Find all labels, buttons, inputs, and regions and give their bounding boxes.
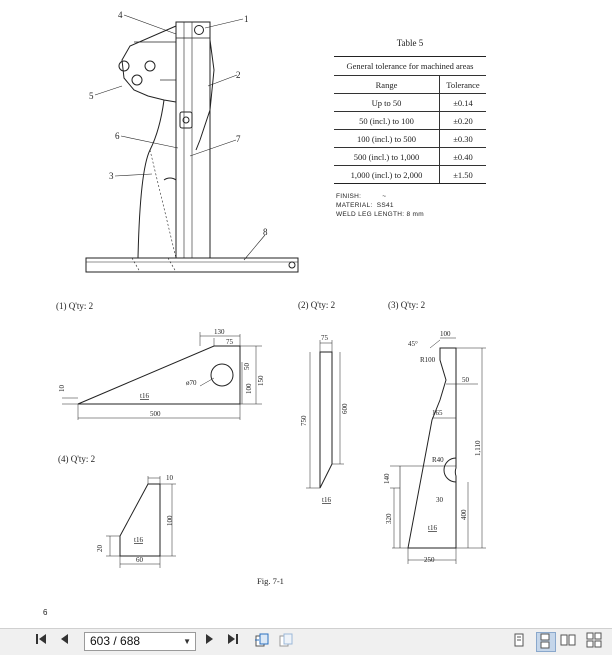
part-1-label: (1) Q'ty: 2 (56, 301, 94, 311)
table-row (334, 148, 486, 166)
callout-8: 8 (263, 227, 268, 237)
callout-4: 4 (118, 10, 123, 20)
table-row (334, 130, 486, 148)
part-2-drawing (306, 340, 344, 488)
next-page-icon (202, 632, 216, 646)
dim-label: 10 (166, 474, 173, 482)
dim-label: 1,110 (474, 440, 482, 456)
single-page-icon (512, 632, 526, 648)
part-3-label: (3) Q'ty: 2 (388, 300, 426, 310)
previous-page-icon (58, 632, 72, 646)
weld-label: WELD LEG LENGTH: (336, 211, 405, 218)
insert-pages-button[interactable] (278, 632, 298, 652)
first-page-icon (34, 632, 48, 646)
column-header-tolerance: Tolerance (440, 76, 487, 94)
two-page-continuous-icon (586, 632, 602, 648)
cell-range: 50 (incl.) to 100 (334, 112, 440, 130)
cell-tolerance: ±0.20 (440, 112, 487, 130)
dim-label: 600 (341, 403, 349, 414)
tolerance-table (334, 56, 486, 184)
callout-5: 5 (89, 91, 94, 101)
callout-3: 3 (109, 171, 114, 181)
next-page-button[interactable] (202, 632, 222, 652)
dim-label: 10 (58, 385, 66, 392)
dim-label: t16 (428, 524, 437, 532)
table-title: Table 5 (396, 38, 424, 48)
page-extract-icon (254, 632, 270, 648)
dim-label: 100 (166, 515, 174, 526)
part-4-label: (4) Q'ty: 2 (58, 454, 96, 464)
dim-label: 250 (424, 556, 435, 564)
drawing-notes (336, 192, 424, 219)
dim-label: R100 (420, 356, 436, 364)
table-row (334, 94, 486, 112)
viewer-toolbar (0, 628, 612, 655)
single-page-view-button[interactable] (512, 632, 532, 652)
continuous-page-icon (537, 633, 553, 649)
page-insert-icon (278, 632, 294, 648)
weld-value: 8 mm (406, 211, 424, 218)
dim-label: 130 (214, 328, 225, 336)
figure-caption: Fig. 7-1 (257, 576, 284, 586)
table-row (334, 166, 486, 184)
dim-label: 500 (150, 410, 161, 418)
continuous-view-button[interactable] (536, 632, 556, 652)
dim-label: 750 (300, 415, 308, 426)
part-2-label: (2) Q'ty: 2 (298, 300, 336, 310)
previous-page-button[interactable] (58, 632, 78, 652)
last-page-icon (226, 632, 240, 646)
callout-1: 1 (244, 14, 249, 24)
table-row (334, 112, 486, 130)
dim-label: ø70 (186, 379, 197, 387)
continuous-facing-view-button[interactable] (586, 632, 606, 652)
dim-label: 100 (245, 383, 253, 394)
material-label: MATERIAL: (336, 202, 373, 209)
page-number: 6 (43, 608, 48, 617)
finish-value: ~ (382, 193, 387, 200)
dim-label: 45° (408, 340, 418, 348)
dim-label: 75 (321, 334, 328, 342)
two-page-icon (560, 632, 576, 648)
facing-view-button[interactable] (560, 632, 580, 652)
dim-label: 165 (432, 409, 443, 417)
cell-tolerance: ±0.14 (440, 94, 487, 112)
dim-label: 75 (226, 338, 233, 346)
dim-label: t16 (140, 392, 149, 400)
dim-label: 100 (440, 330, 451, 338)
cell-range: 500 (incl.) to 1,000 (334, 148, 440, 166)
material-value: SS41 (376, 202, 394, 209)
dim-label: 50 (243, 363, 251, 370)
cell-tolerance: ±0.30 (440, 130, 487, 148)
dim-label: 140 (383, 473, 391, 484)
callout-7: 7 (236, 134, 241, 144)
extract-pages-button[interactable] (254, 632, 274, 652)
column-header-range: Range (334, 76, 440, 94)
first-page-button[interactable] (34, 632, 54, 652)
cell-tolerance: ±0.40 (440, 148, 487, 166)
cell-range: 100 (incl.) to 500 (334, 130, 440, 148)
chevron-down-icon: ▼ (183, 637, 191, 646)
cell-tolerance: ±1.50 (440, 166, 487, 184)
table-header: General tolerance for machined areas (334, 57, 486, 76)
dim-label: 50 (462, 376, 469, 384)
current-page-text: 603 / 688 (90, 634, 141, 648)
dim-label: 60 (136, 556, 143, 564)
dim-label: 320 (385, 513, 393, 524)
dim-label: t16 (134, 536, 143, 544)
dim-label: 30 (436, 496, 443, 504)
dim-label: 20 (96, 545, 104, 552)
callout-6: 6 (115, 131, 120, 141)
cell-range: 1,000 (incl.) to 2,000 (334, 166, 440, 184)
page-selector[interactable] (84, 632, 196, 651)
last-page-button[interactable] (226, 632, 246, 652)
cell-range: Up to 50 (334, 94, 440, 112)
dim-label: 400 (460, 509, 468, 520)
dim-label: 150 (257, 375, 265, 386)
dim-label: t16 (322, 496, 331, 504)
finish-label: FINISH: (336, 193, 362, 200)
dim-label: R40 (432, 456, 444, 464)
part-3-drawing (390, 338, 486, 564)
callout-2: 2 (236, 70, 241, 80)
